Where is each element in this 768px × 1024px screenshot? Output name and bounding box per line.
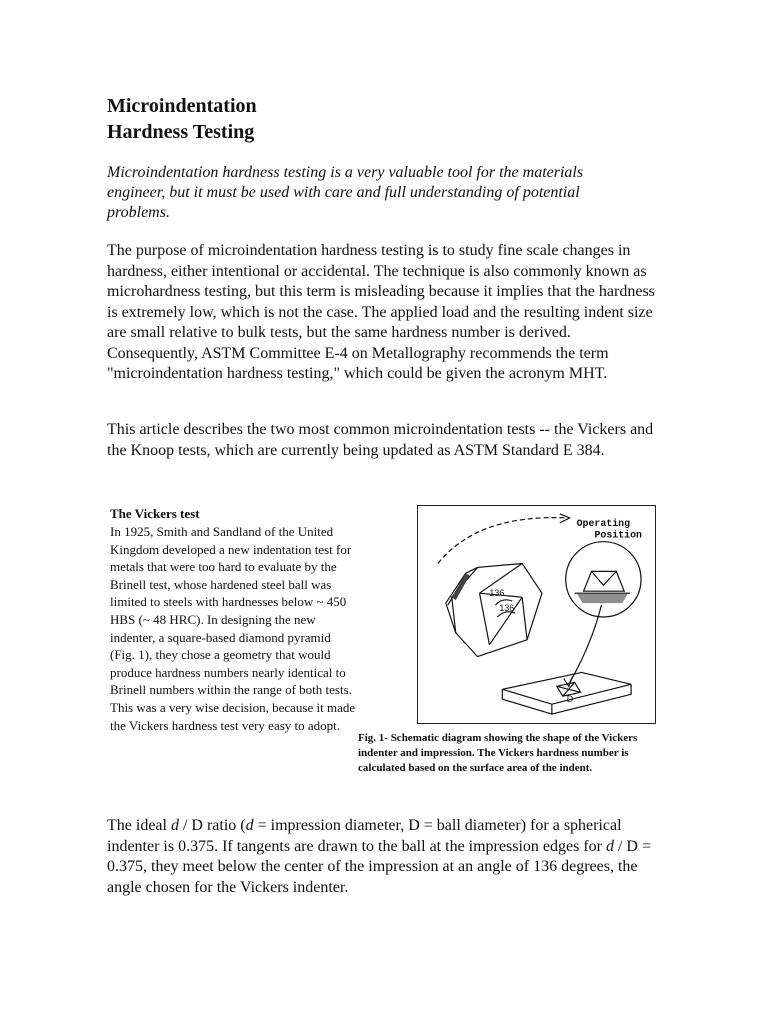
- ratio-text-a: The ideal: [107, 817, 171, 834]
- article-scope-paragraph: This article describes the two most common microindentation tests -- the Vickers and the Knoop tests, which are currently being updated as ASTM Standard E 384.: [107, 421, 654, 459]
- vickers-paragraph: In 1925, Smith and Sandland of the United Kingdom developed a new indentation test for metals that were too hard to evaluate by the Brinell test, whose hardened steel ball was limited to steels with hardnesses below ~ 450 HBS (~ 48 HRC). In designing the new indenter, a square-based diamond pyramid (Fig. 1), they chose a geometry that would produce hardness numbers nearly identical to Brinell numbers within the range of both tests. This was a very wise decision, because it made the Vickers hardness test very easy to adopt.: [110, 524, 356, 733]
- angle-label-2: 136: [499, 603, 515, 614]
- inset-detail-circle: [566, 542, 641, 617]
- ratio-text-e: / D = 0.375, they meet below the center of the impression at an angle of 136 degrees, the angle chosen for the Vickers indenter.: [107, 837, 651, 896]
- indenter-holder: [446, 567, 478, 632]
- ratio-text-b: / D ratio (: [178, 817, 246, 834]
- inset-impression: [575, 571, 630, 593]
- ratio-var-d2: d: [245, 817, 254, 834]
- ratio-var-d3: d: [605, 837, 614, 855]
- title-line-1: Microindentation: [107, 95, 257, 117]
- inset-hatching: [577, 593, 629, 603]
- vickers-section-title: The Vickers test: [110, 506, 200, 521]
- label-d: D: [566, 694, 574, 705]
- purpose-paragraph: The purpose of microindentation hardness testing is to study fine scale changes in hardness, either intentional or accidental. The technique is also commonly known as microhardness testing, but this term is misleading because it implies that the hardness is extremely low, which is not the case. The applied load and the resulting indent size are small relative to bulk tests, but the same hardness number is derived. Consequently, ASTM Committee E-4 on Metallography recommends the term "microindentation hardness testing," which could be given the acronym MHT.: [107, 242, 655, 382]
- rotation-arc: [438, 518, 567, 564]
- angle-label-1: 136: [489, 588, 505, 599]
- vickers-indenter-diagram: [418, 506, 655, 723]
- title-line-2: Hardness Testing: [107, 121, 255, 143]
- vickers-indenter-figure: [417, 505, 656, 724]
- holder-hatching: [452, 573, 470, 600]
- article-title: [107, 93, 257, 145]
- label-position: Position: [594, 529, 642, 541]
- intro-paragraph: Microindentation hardness testing is a very valuable tool for the materials engineer, but it must be used with care and full understanding of potential problems.: [107, 164, 584, 221]
- figure-caption: Fig. 1- Schematic diagram showing the shape of the Vickers indenter and impression. The Vickers hardness number is calculated based on the surface area of the indent.: [358, 732, 638, 774]
- ratio-paragraph: [107, 816, 667, 898]
- label-operating: Operating: [576, 517, 631, 529]
- ratio-text-c: = impression diameter, D = ball diameter) for a spherical indenter is 0.375. If tangents are drawn to the ball at the impression edges for: [107, 817, 622, 855]
- ratio-var-d1: d: [170, 817, 179, 834]
- pointer-line: [569, 605, 602, 684]
- arrow-head-icon: [560, 514, 570, 523]
